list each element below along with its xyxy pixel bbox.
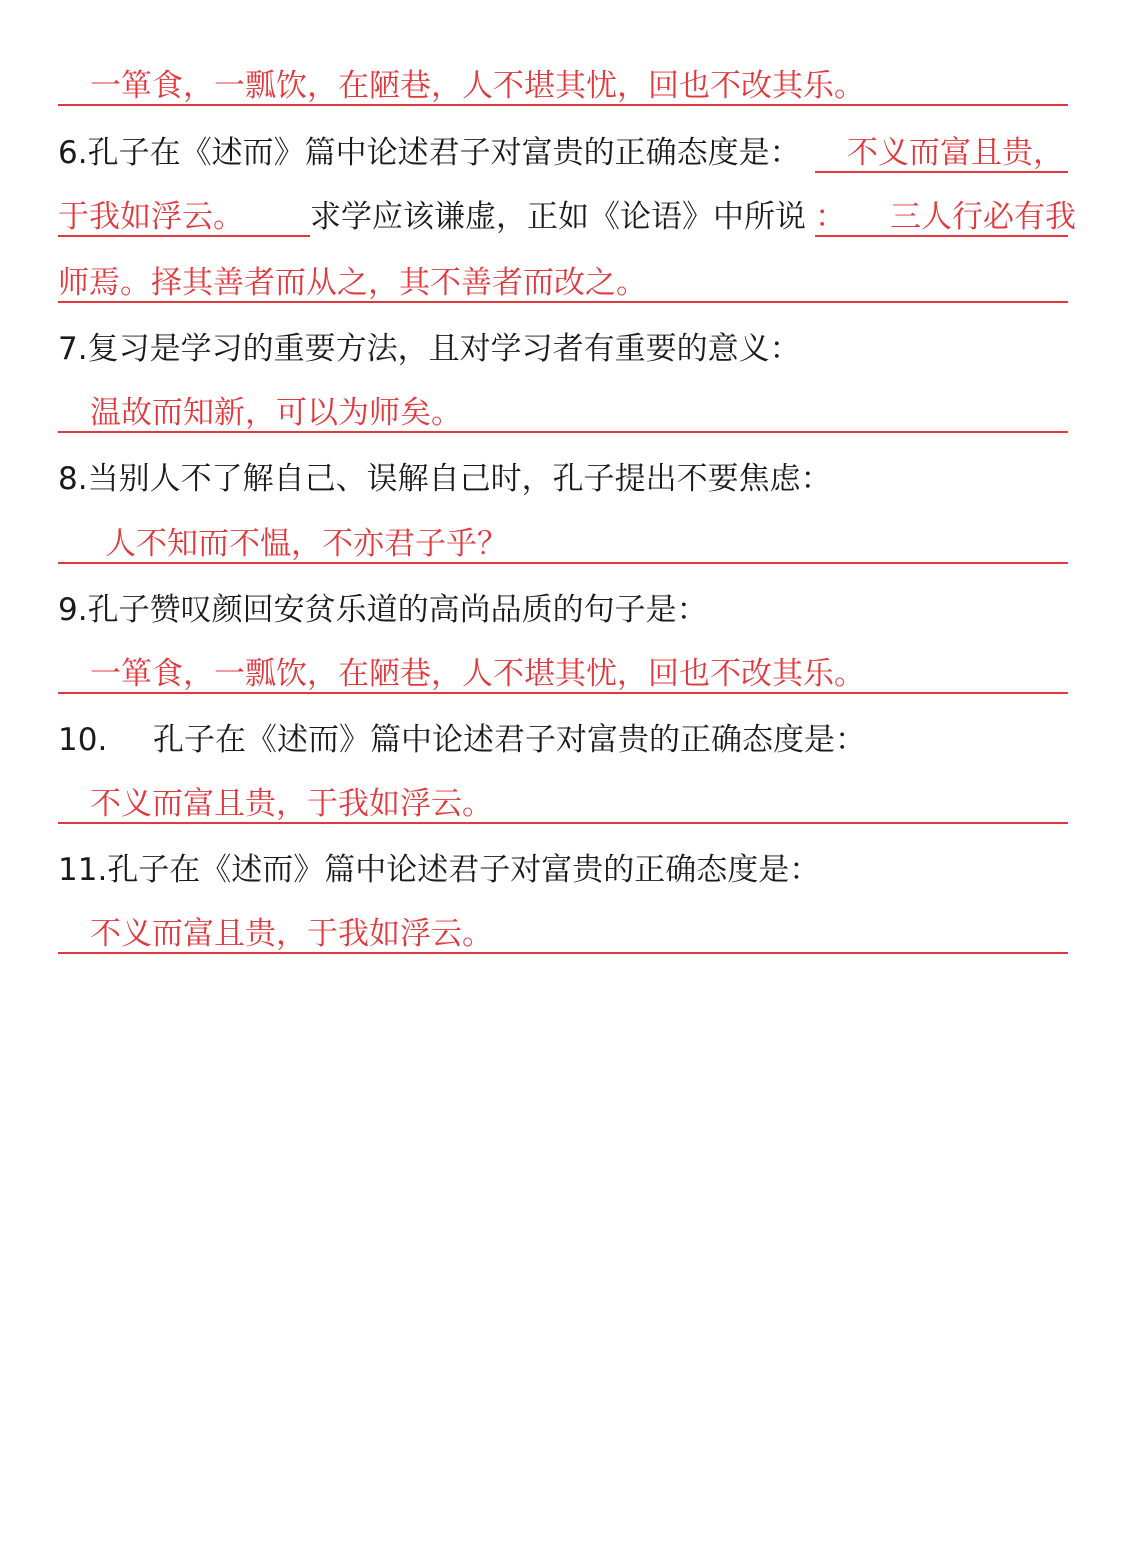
question-number: 6. [58,135,88,171]
answer-text: 一箪食，一瓢饮，在陋巷，人不堪其忧，回也不改其乐。 [90,68,865,104]
answer-text: 温故而知新，可以为师矣。 [90,395,462,431]
question-number: 11. [58,852,108,888]
answer-colon: ： [815,199,846,235]
question-7 [58,329,801,369]
answer-line [58,524,1068,564]
question-10 [58,720,866,760]
answer-line [58,263,1068,303]
answer-text: 师焉。择其善者而从之，其不善者而改之。 [58,265,647,301]
answer-line [58,654,1068,694]
question-6-row-1 [58,133,1068,173]
answer-line-continued [58,66,1068,106]
question-text: 孔子在《述而》篇中论述君子对富贵的正确态度是： [153,722,866,758]
question-8 [58,459,832,499]
question-text: 当别人不了解自己、误解自己时，孔子提出不要焦虑： [87,461,832,497]
answer-text: 不义而富且贵，于我如浮云。 [90,916,493,952]
question-text: 孔子在《述而》篇中论述君子对富贵的正确态度是： [107,852,821,888]
answer-text: 人不知而不愠，不亦君子乎？ [105,526,508,562]
question-number: 7. [58,331,88,367]
answer-blank [815,133,1068,173]
question-11 [58,850,820,890]
question-9 [58,590,708,630]
question-number: 8. [58,461,88,497]
answer-line [58,784,1068,824]
question-text: 求学应该谦虚，正如《论语》中所说 [310,199,806,235]
answer-blank [815,197,1076,237]
question-6-row-2 [58,197,1076,237]
answer-line [58,914,1068,954]
question-text: 复习是学习的重要方法，且对学习者有重要的意义： [87,331,801,367]
answer-text: 不义而富且贵， [847,135,1064,171]
question-text: 孔子赞叹颜回安贫乐道的高尚品质的句子是： [87,592,708,628]
answer-line [58,393,1068,433]
answer-text: 不义而富且贵，于我如浮云。 [90,786,493,822]
question-text: 孔子在《述而》篇中论述君子对富贵的正确态度是： [87,135,801,171]
answer-text: 三人行必有我 [890,199,1076,235]
question-number: 10. [58,722,108,758]
answer-text: 一箪食，一瓢饮，在陋巷，人不堪其忧，回也不改其乐。 [90,656,865,692]
answer-text: 于我如浮云。 [58,199,244,235]
question-number: 9. [58,592,88,628]
answer-blank [58,197,310,237]
